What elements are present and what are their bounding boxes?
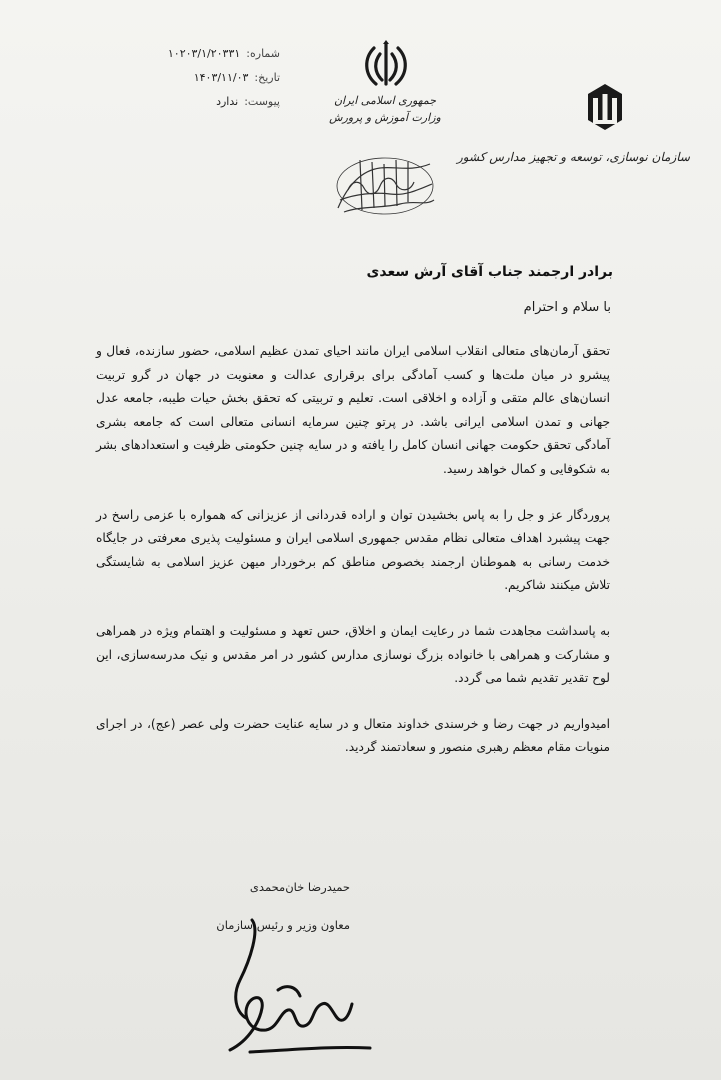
meta-number (100, 42, 280, 66)
signatory-title: معاون وزیر و رئیس سازمان (216, 918, 350, 932)
letter-addressee: برادر ارجمند جناب آقای آرش سعدی (366, 264, 613, 280)
letter-greeting: با سلام و احترام (523, 300, 611, 315)
meta-attachment-value: ندارد (216, 95, 239, 108)
letter-meta (100, 42, 280, 114)
meta-attachment-label: پیوست: (244, 95, 280, 108)
letter-body (96, 340, 610, 782)
body-paragraph: تحقق آرمان‌های متعالی انقلاب اسلامی ایران مانند احیای تمدن عظیم اسلامی، حضور سازنده، فعال و پیشرو در میان ملت‌ها و کسب آمادگی برای برقراری عدالت و معنویت در جهان در گرو تربیت انسان‌های عالم متقی و آزاده و اخلاقی است. تعلیم و تربیتی که تحقق بخش حیات طیبه، جامعه عدل جهانی و تمدن اسلامی ایرانی باشد. در پرتو چنین سرمایه انسانی متعالی است که جامعه بشری آمادگی تحقق حکومت جهانی انسان کامل را یافته و در سایه چنین حکومتی ظرفیت و استعدادهای بشر به شکوفایی و کمال خواهد رسید. (96, 344, 610, 476)
gov-line-1: جمهوری اسلامی ایران (333, 94, 437, 107)
body-paragraph: پروردگار عز و جل را به پاس بخشیدن توان و اراده قدردانی از عزیزانی که همواره با عزمی راسخ در جهت پیشبرد اهداف متعالی نظام مقدس جمهوری اسلامی ایران و مسئولیت پذیری معرفتی در جایگاه خدمت رسانی به هموطنان ارجمند بخصوص مناطق کم برخوردار میهن عزیز اسلامی به شایستگی تلاش میکنند شاکریم. (96, 507, 610, 593)
gov-line-2: وزارت آموزش و پرورش (329, 111, 441, 124)
body-paragraph: امیدواریم در جهت رضا و خرسندی خداوند متعال و در سایه عنایت حضرت ولی عصر (عج)، در اجرای منویات مقام معظم رهبری منصور و سعادتمند گردید. (96, 716, 610, 755)
organization-logo-icon (584, 82, 626, 132)
meta-date-value: ۱۴۰۳/۱۱/۰۳ (193, 71, 249, 84)
organization-name: سازمان نوسازی، توسعه و تجهیز مدارس کشور (457, 150, 690, 164)
bismillah-calligraphy-icon (330, 150, 440, 222)
meta-number-value: ۱۰۲۰۳/۱/۲۰۳۳۱ (167, 47, 241, 60)
government-heading (320, 92, 450, 126)
body-paragraph: به پاسداشت مجاهدت شما در رعایت ایمان و اخلاق، حس تعهد و مسئولیت و اهتمام ویژه در همراهی و مشارکت و همراهی با خانواده بزرگ نوسازی مدارس کشور در امر مقدس و نیک مدرسه‌سازی، این لوح تقدیر تقدیم شما می گردد. (96, 623, 610, 686)
meta-attachment (100, 90, 280, 114)
meta-number-label: شماره: (246, 47, 280, 60)
iran-emblem-icon (356, 40, 416, 90)
signatory-name: حمیدرضا خان‌محمدی (249, 880, 350, 894)
handwritten-signature-icon (190, 900, 390, 1060)
meta-date-label: تاریخ: (254, 71, 280, 84)
meta-date (100, 66, 280, 90)
